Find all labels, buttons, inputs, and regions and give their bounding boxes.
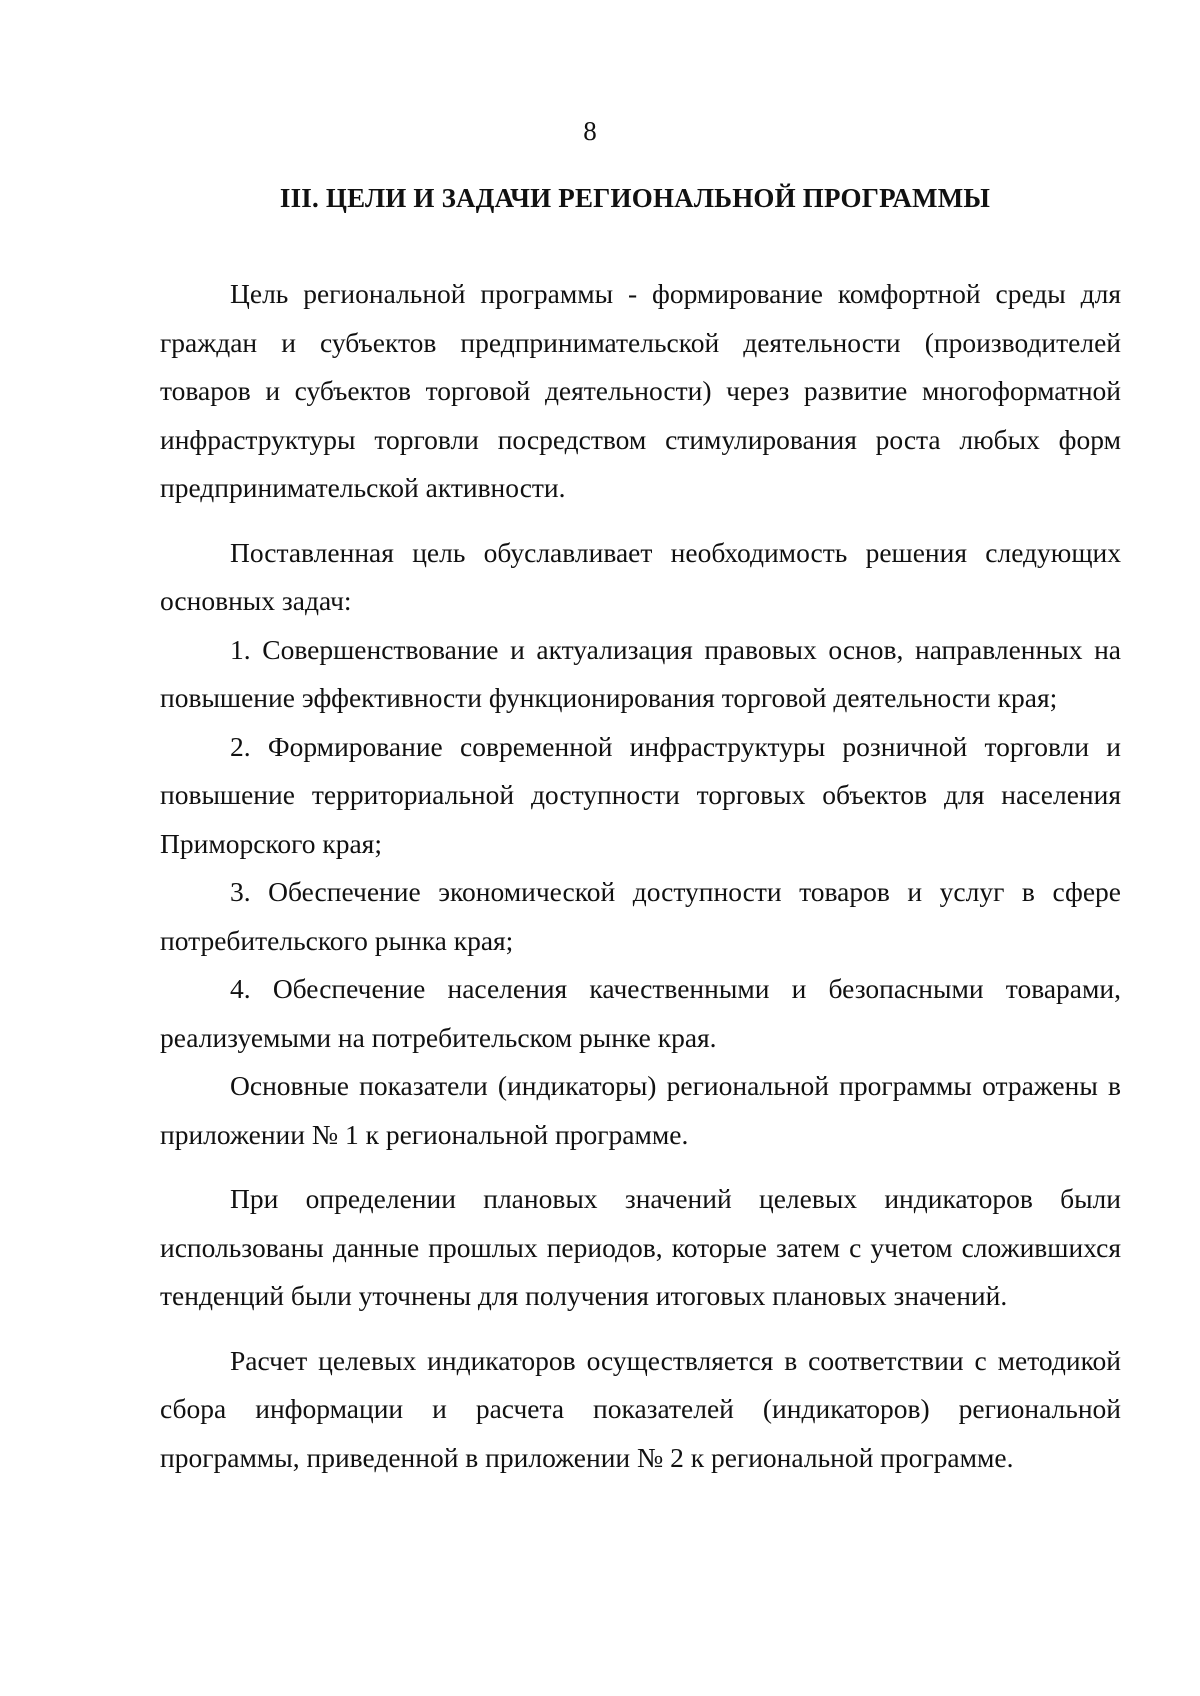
paragraph-tasks-intro: Поставленная цель обуславливает необходимость решения следующих основных задач: [160,536,1121,616]
paragraph-task-4: 4. Обеспечение населения качественными и безопасными товарами, реализуемыми на потребительском рынке края. [160,973,1121,1053]
body-text [160,270,1121,1482]
paragraph-goal: Цель региональной программы - формирование комфортной среды для граждан и субъектов предпринимательской деятельности (производителей товаров и субъектов торговой деятельности) через развитие многоформатной инфраструктуры торговли посредством стимулирования роста любых форм предпринимательской активности. [160,278,1121,503]
section-title: III. ЦЕЛИ И ЗАДАЧИ РЕГИОНАЛЬНОЙ ПРОГРАММЫ [279,183,991,213]
paragraph-calculation: Расчет целевых индикаторов осуществляется в соответствии с методикой сбора информации и расчета показателей (индикаторов) региональной программы, приведенной в приложении № 2 к региональной программе. [160,1344,1121,1473]
paragraph-task-2: 2. Формирование современной инфраструктуры розничной торговли и повышение территориальной доступности торговых объектов для населения Приморского края; [160,730,1121,859]
page-number: 8 [583,116,597,146]
paragraph-planned-values: При определении плановых значений целевых индикаторов были использованы данные прошлых периодов, которые затем с учетом сложившихся тенденций были уточнены для получения итоговых плановых значений. [160,1183,1121,1311]
paragraph-task-3: 3. Обеспечение экономической доступности товаров и услуг в сфере потребительского рынка края; [160,876,1121,956]
paragraph-indicators: Основные показатели (индикаторы) региональной программы отражены в приложении № 1 к региональной программе. [160,1070,1121,1150]
paragraph-task-1: 1. Совершенствование и актуализация правовых основ, направленных на повышение эффективности функционирования торговой деятельности края; [160,633,1121,713]
